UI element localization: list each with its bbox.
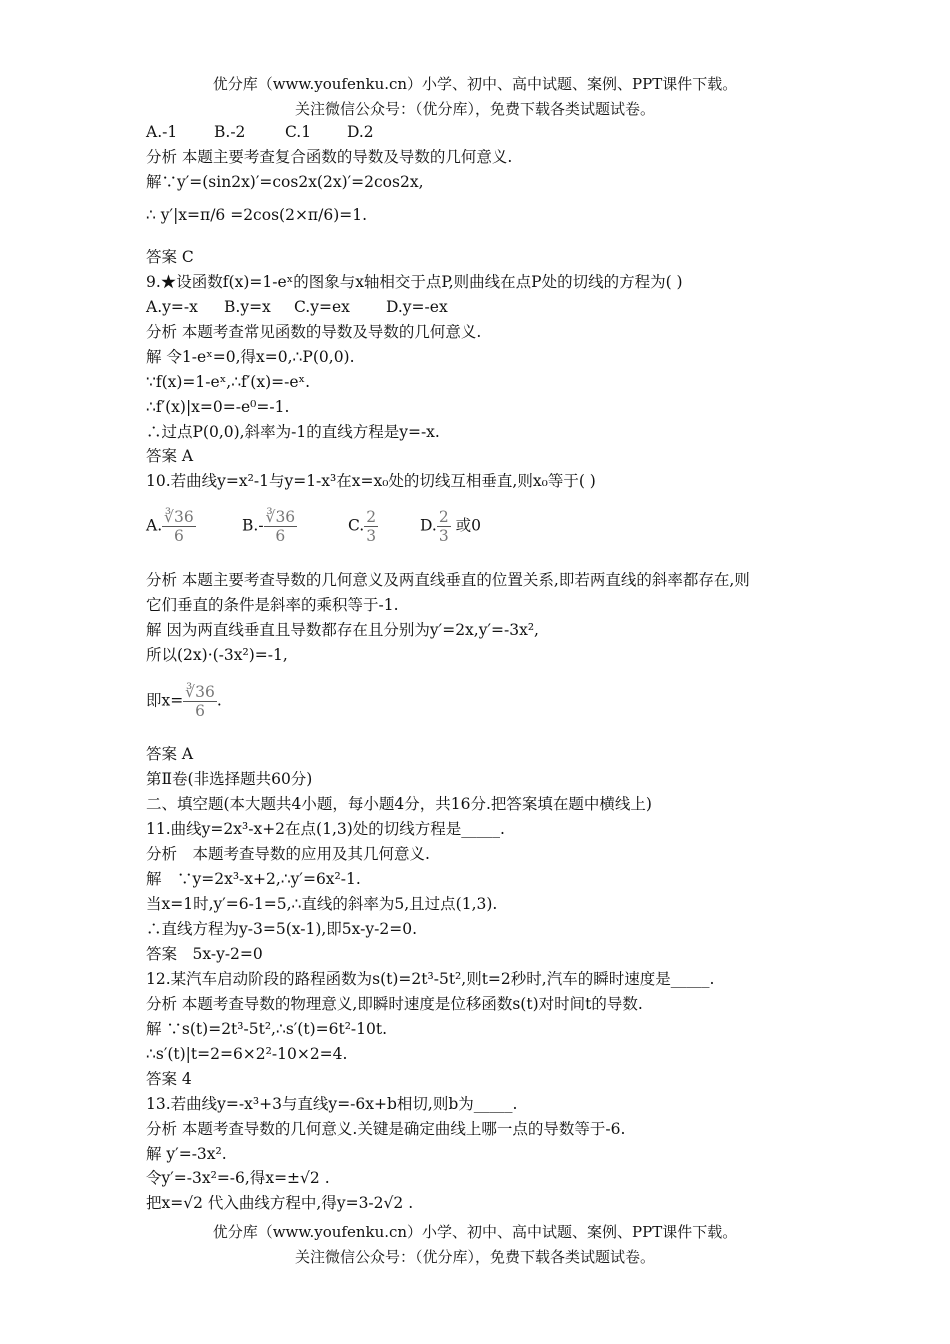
q9-solution-3: ∴f′(x)|x=0=-e⁰=-1. <box>146 398 290 416</box>
q11-stem: 11.曲线y=2x³-x+2在点(1,3)处的切线方程是_____. <box>146 820 505 838</box>
q11-solution-1: 解 ∵y=2x³-x+2,∴y′=6x²-1. <box>146 870 361 888</box>
q10-analysis-1: 分析 本题主要考查导数的几何意义及两直线垂直的位置关系,即若两直线的斜率都存在,则 <box>146 571 750 589</box>
q13-stem: 13.若曲线y=-x³+3与直线y=-6x+b相切,则b为_____. <box>146 1095 518 1113</box>
q10-option-a-denominator: 6 <box>173 527 184 545</box>
q10-analysis-2: 它们垂直的条件是斜率的乘积等于-1. <box>146 596 399 614</box>
q8-option-b: B.-2 <box>214 123 246 141</box>
q10-solution-3-prefix: 即x= <box>146 691 184 710</box>
q10-option-d-denominator: 3 <box>438 527 449 545</box>
q8-options <box>146 121 374 143</box>
q10-solution-numerator: ∛36 <box>185 683 215 701</box>
q12-stem: 12.某汽车启动阶段的路程函数为s(t)=2t³-5t²,则t=2秒时,汽车的瞬时速度是_____. <box>146 970 715 988</box>
q10-option-c <box>348 508 420 545</box>
q10-option-d <box>420 508 481 545</box>
q10-solution-denominator: 6 <box>195 702 205 720</box>
q10-solution-1: 解 因为两直线垂直且导数都存在且分别为y′=2x,y′=-3x², <box>146 621 539 639</box>
q9-answer: 答案 A <box>146 447 194 465</box>
q9-solution-2: ∵f(x)=1-eˣ,∴f′(x)=-eˣ. <box>146 373 311 391</box>
q8-analysis: 分析 本题主要考查复合函数的导数及导数的几何意义. <box>146 148 513 166</box>
part2-title: 第Ⅱ卷(非选择题共60分) <box>146 770 313 788</box>
q10-options <box>146 508 481 545</box>
q8-option-d: D.2 <box>347 123 374 141</box>
q9-option-a: A.y=-x <box>146 298 198 316</box>
q9-option-d: D.y=-ex <box>386 298 448 316</box>
q9-solution-1: 解 令1-eˣ=0,得x=0,∴P(0,0). <box>146 348 355 366</box>
q10-solution-2: 所以(2x)·(-3x²)=-1, <box>146 646 288 664</box>
q12-solution-1: 解 ∵s(t)=2t³-5t²,∴s′(t)=6t²-10t. <box>146 1020 388 1038</box>
q12-solution-2: ∴s′(t)|t=2=6×2²-10×2=4. <box>146 1045 348 1063</box>
q12-answer: 答案 4 <box>146 1070 192 1088</box>
q10-option-d-tail: 或0 <box>455 516 481 535</box>
q10-solution-3 <box>146 683 222 720</box>
part2-section: 二、填空题(本大题共4小题，每小题4分，共16分.把答案填在题中横线上) <box>146 795 652 813</box>
q10-option-a-numerator: ∛36 <box>164 508 194 526</box>
q8-answer: 答案 C <box>146 248 194 266</box>
q13-solution-3: 把x=√2 代入曲线方程中,得y=3-2√2 . <box>146 1194 414 1212</box>
q8-option-a: A.-1 <box>146 123 178 141</box>
footer-line-2: 关注微信公众号：（优分库），免费下载各类试题试卷。 <box>294 1248 655 1266</box>
q10-option-c-denominator: 3 <box>366 527 377 545</box>
q10-option-a-label: A. <box>146 516 163 535</box>
q11-analysis: 分析 本题考查导数的应用及其几何意义. <box>146 845 430 863</box>
q10-option-c-label: C. <box>348 516 365 535</box>
q10-answer: 答案 A <box>146 745 194 763</box>
q10-option-d-numerator: 2 <box>438 508 449 526</box>
q10-option-d-label: D. <box>420 516 437 535</box>
q10-option-b-label: B.- <box>242 516 264 535</box>
q8-solution-2: ∴ y′|x=π/6 =2cos(2×π/6)=1. <box>146 206 368 224</box>
q11-solution-3: ∴直线方程为y-3=5(x-1),即5x-y-2=0. <box>146 920 417 938</box>
header-line-2: 关注微信公众号：（优分库），免费下载各类试题试卷。 <box>294 100 655 118</box>
q10-solution-3-suffix: . <box>216 691 222 710</box>
q13-analysis: 分析 本题考查导数的几何意义.关键是确定曲线上哪一点的导数等于-6. <box>146 1120 626 1138</box>
q10-option-a <box>146 508 242 545</box>
q9-options <box>146 296 448 318</box>
q13-solution-1: 解 y′=-3x². <box>146 1145 227 1163</box>
q8-solution-1: 解∵y′=(sin2x)′=cos2x(2x)′=2cos2x, <box>146 173 424 191</box>
q10-option-b-denominator: 6 <box>275 527 286 545</box>
q9-stem: 9.★设函数f(x)=1-eˣ的图象与x轴相交于点P,则曲线在点P处的切线的方程为( ) <box>146 273 683 291</box>
header-line-1: 优分库（www.youfenku.cn）小学、初中、高中试题、案例、PPT课件下载。 <box>212 75 738 93</box>
q11-answer: 答案 5x-y-2=0 <box>146 945 263 963</box>
q11-solution-2: 当x=1时,y′=6-1=5,∴直线的斜率为5,且过点(1,3). <box>146 895 498 913</box>
q9-option-c: C.y=ex <box>294 298 350 316</box>
q9-option-b: B.y=x <box>224 298 271 316</box>
q9-solution-4: ∴过点P(0,0),斜率为-1的直线方程是y=-x. <box>146 423 440 441</box>
q8-option-c: C.1 <box>285 123 312 141</box>
q10-option-b <box>242 508 348 545</box>
q13-solution-2: 令y′=-3x²=-6,得x=±√2 . <box>146 1169 330 1187</box>
footer-line-1: 优分库（www.youfenku.cn）小学、初中、高中试题、案例、PPT课件下载。 <box>212 1223 738 1241</box>
q10-option-b-numerator: ∛36 <box>265 508 296 526</box>
q9-analysis: 分析 本题考查常见函数的导数及导数的几何意义. <box>146 323 482 341</box>
q10-stem: 10.若曲线y=x²-1与y=1-x³在x=x₀处的切线互相垂直,则x₀等于( ) <box>146 472 596 490</box>
q10-option-c-numerator: 2 <box>366 508 377 526</box>
q12-analysis: 分析 本题考查导数的物理意义,即瞬时速度是位移函数s(t)对时间t的导数. <box>146 995 643 1013</box>
